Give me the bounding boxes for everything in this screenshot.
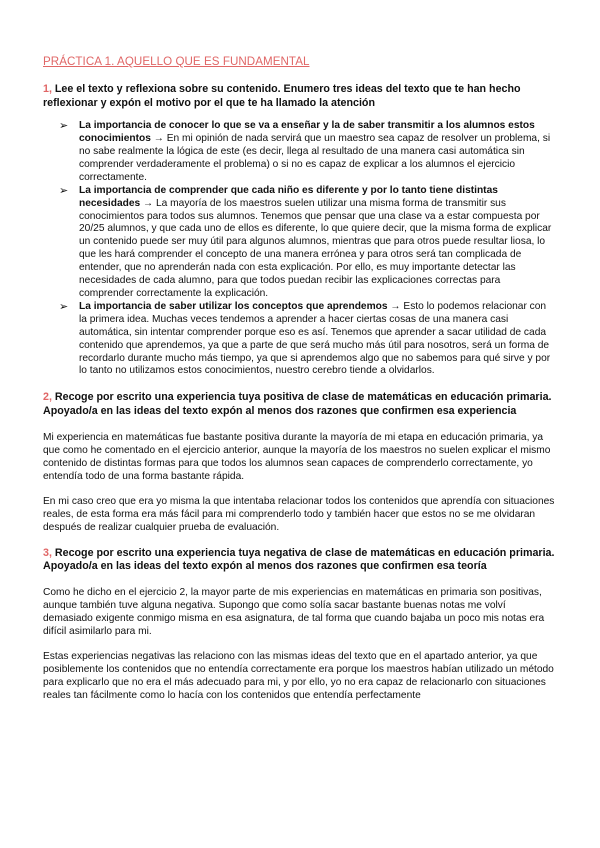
idea-1-heading: La importancia de conocer lo que se va a enseñar y la de saber transmitir a los alumnos estos conocimientos: [79, 120, 535, 145]
idea-3-body: → Esto lo podemos relacionar con la primera idea. Muchas veces tendemos a aprender a hacer ciertas cosas de una manera casi automática, sin intentar comprender porque eso es así. Tenemos que aprender a sacar utilidad de cada contenido que aprendemos, ya que a parte de que será mucho más útil para nosotros, será un forma de recordarlo durante mucho más tiempo, ya que si aprendemos algo que no sabemos para qué sirve y por lo tanto no utilizamos estos conocimientos, nuestro cerebro tiende a olvidarlos.: [79, 300, 551, 377]
question-2-text: Recoge por escrito una experiencia tuya positiva de clase de matemáticas en educación primaria. Apoyado/a en las ideas del texto expón al menos dos razones que confirmen esa experiencia: [43, 391, 552, 417]
question-3-text: Recoge por escrito una experiencia tuya negativa de clase de matemáticas en educación primaria. Apoyado/a en las ideas del texto expón al menos dos razones que confirmen esa teoría: [43, 546, 555, 573]
list-item: [59, 300, 555, 378]
question-2-number: 2,: [43, 391, 52, 404]
answer-3-paragraph-2: Estas experiencias negativas las relaciono con las mismas ideas del texto que en el apartado anterior, ya que posiblemente los contenidos que no entendía correctamente era porque los maestros habían utilizado un método para explicarlo que no era el más adecuado para mi, y por ello, yo no era capaz de relacionarlo con situaciones reales tan fácilmente como lo hacía con los contenidos que entendía perfectamente: [43, 650, 554, 701]
arrowhead-bullet-icon: ➢: [59, 184, 69, 197]
question-3-number: 3,: [43, 546, 52, 559]
question-3: [43, 547, 555, 574]
list-item: [59, 184, 555, 301]
question-1-text: Lee el texto y reflexiona sobre su contenido. Enumero tres ideas del texto que te han hecho reflexionar y expón el motivo por el que te ha llamado la atención: [43, 83, 521, 109]
idea-2-heading: La importancia de comprender que cada niño es diferente y por lo tanto tiene distintas necesidades: [79, 184, 498, 209]
list-item: [59, 120, 555, 185]
ideas-list: [43, 120, 555, 378]
idea-2-body: → La mayoría de los maestros suelen utilizar una misma forma de transmitir sus conocimientos para todos sus alumnos. Tenemos que pensar que una clase va a estar compuesta por 20/25 alumnos, y que cada uno de ellos es diferente, lo que quiere decir, que la misma forma de explicar un contenido puede ser muy útil para algunos alumnos, mientras que para otros puede resultar liosa, lo que les hará comprender el concepto de una manera errónea y para otros será tan complicada de entender, que no aprenderán nada con esta explicación. Por ello, es muy importante detectar las necesidades de cada alumno, para que todos puedan recibir las explicaciones correctas para comprender correctamente la explicación.: [79, 197, 552, 299]
document-page: [43, 55, 555, 702]
arrowhead-bullet-icon: ➢: [59, 120, 69, 133]
question-1: [43, 83, 555, 110]
question-1-number: 1,: [43, 83, 52, 95]
answer-3-paragraph-1: Como he dicho en el ejercicio 2, la mayor parte de mis experiencias en matemáticas en primaria son positivas, aunque también tuve alguna negativa. Supongo que como solía sacar bastante buenas notas me volví demasiado exigente conmigo misma en esa asignatura, de tal forma que cuando bajaba un poco mis notas era difícil asimilarlo para mi.: [43, 586, 545, 637]
arrowhead-bullet-icon: ➢: [59, 300, 69, 313]
answer-2-paragraph-2: En mi caso creo que era yo misma la que intentaba relacionar todos los contenidos que aprendía con situaciones reales, de esta forma era más fácil para mi comprenderlo todo y también hacer que estos no se me olvidaran después de realizar cualquier prueba de evaluación.: [43, 495, 555, 533]
page-title: PRÁCTICA 1. AQUELLO QUE ES FUNDAMENTAL: [43, 55, 310, 68]
answer-2-paragraph-1: Mi experiencia en matemáticas fue bastante positiva durante la mayoría de mi etapa en educación primaria, ya que como he comentado en el ejercicio anterior, aunque la mayoría de los maestros no suelen explicar el mismo contenido de distintas formas para que todos los alumnos sean capaces de comprenderlo correctamente, yo entendía todo de una forma bastante rápida.: [43, 431, 551, 482]
question-2: [43, 391, 555, 418]
idea-3-heading: La importancia de saber utilizar los conceptos que aprendemos: [79, 300, 388, 312]
idea-1-body: → En mi opinión de nada servirá que un maestro sea capaz de resolver un problema, si no sabe realmente la lógica de este (es decir, llega al resultado de una manera casi automática sin comprender verdaderamente el problema) o si no es capaz de explicar a los alumnos el ejercicio correctamente.: [79, 133, 551, 183]
